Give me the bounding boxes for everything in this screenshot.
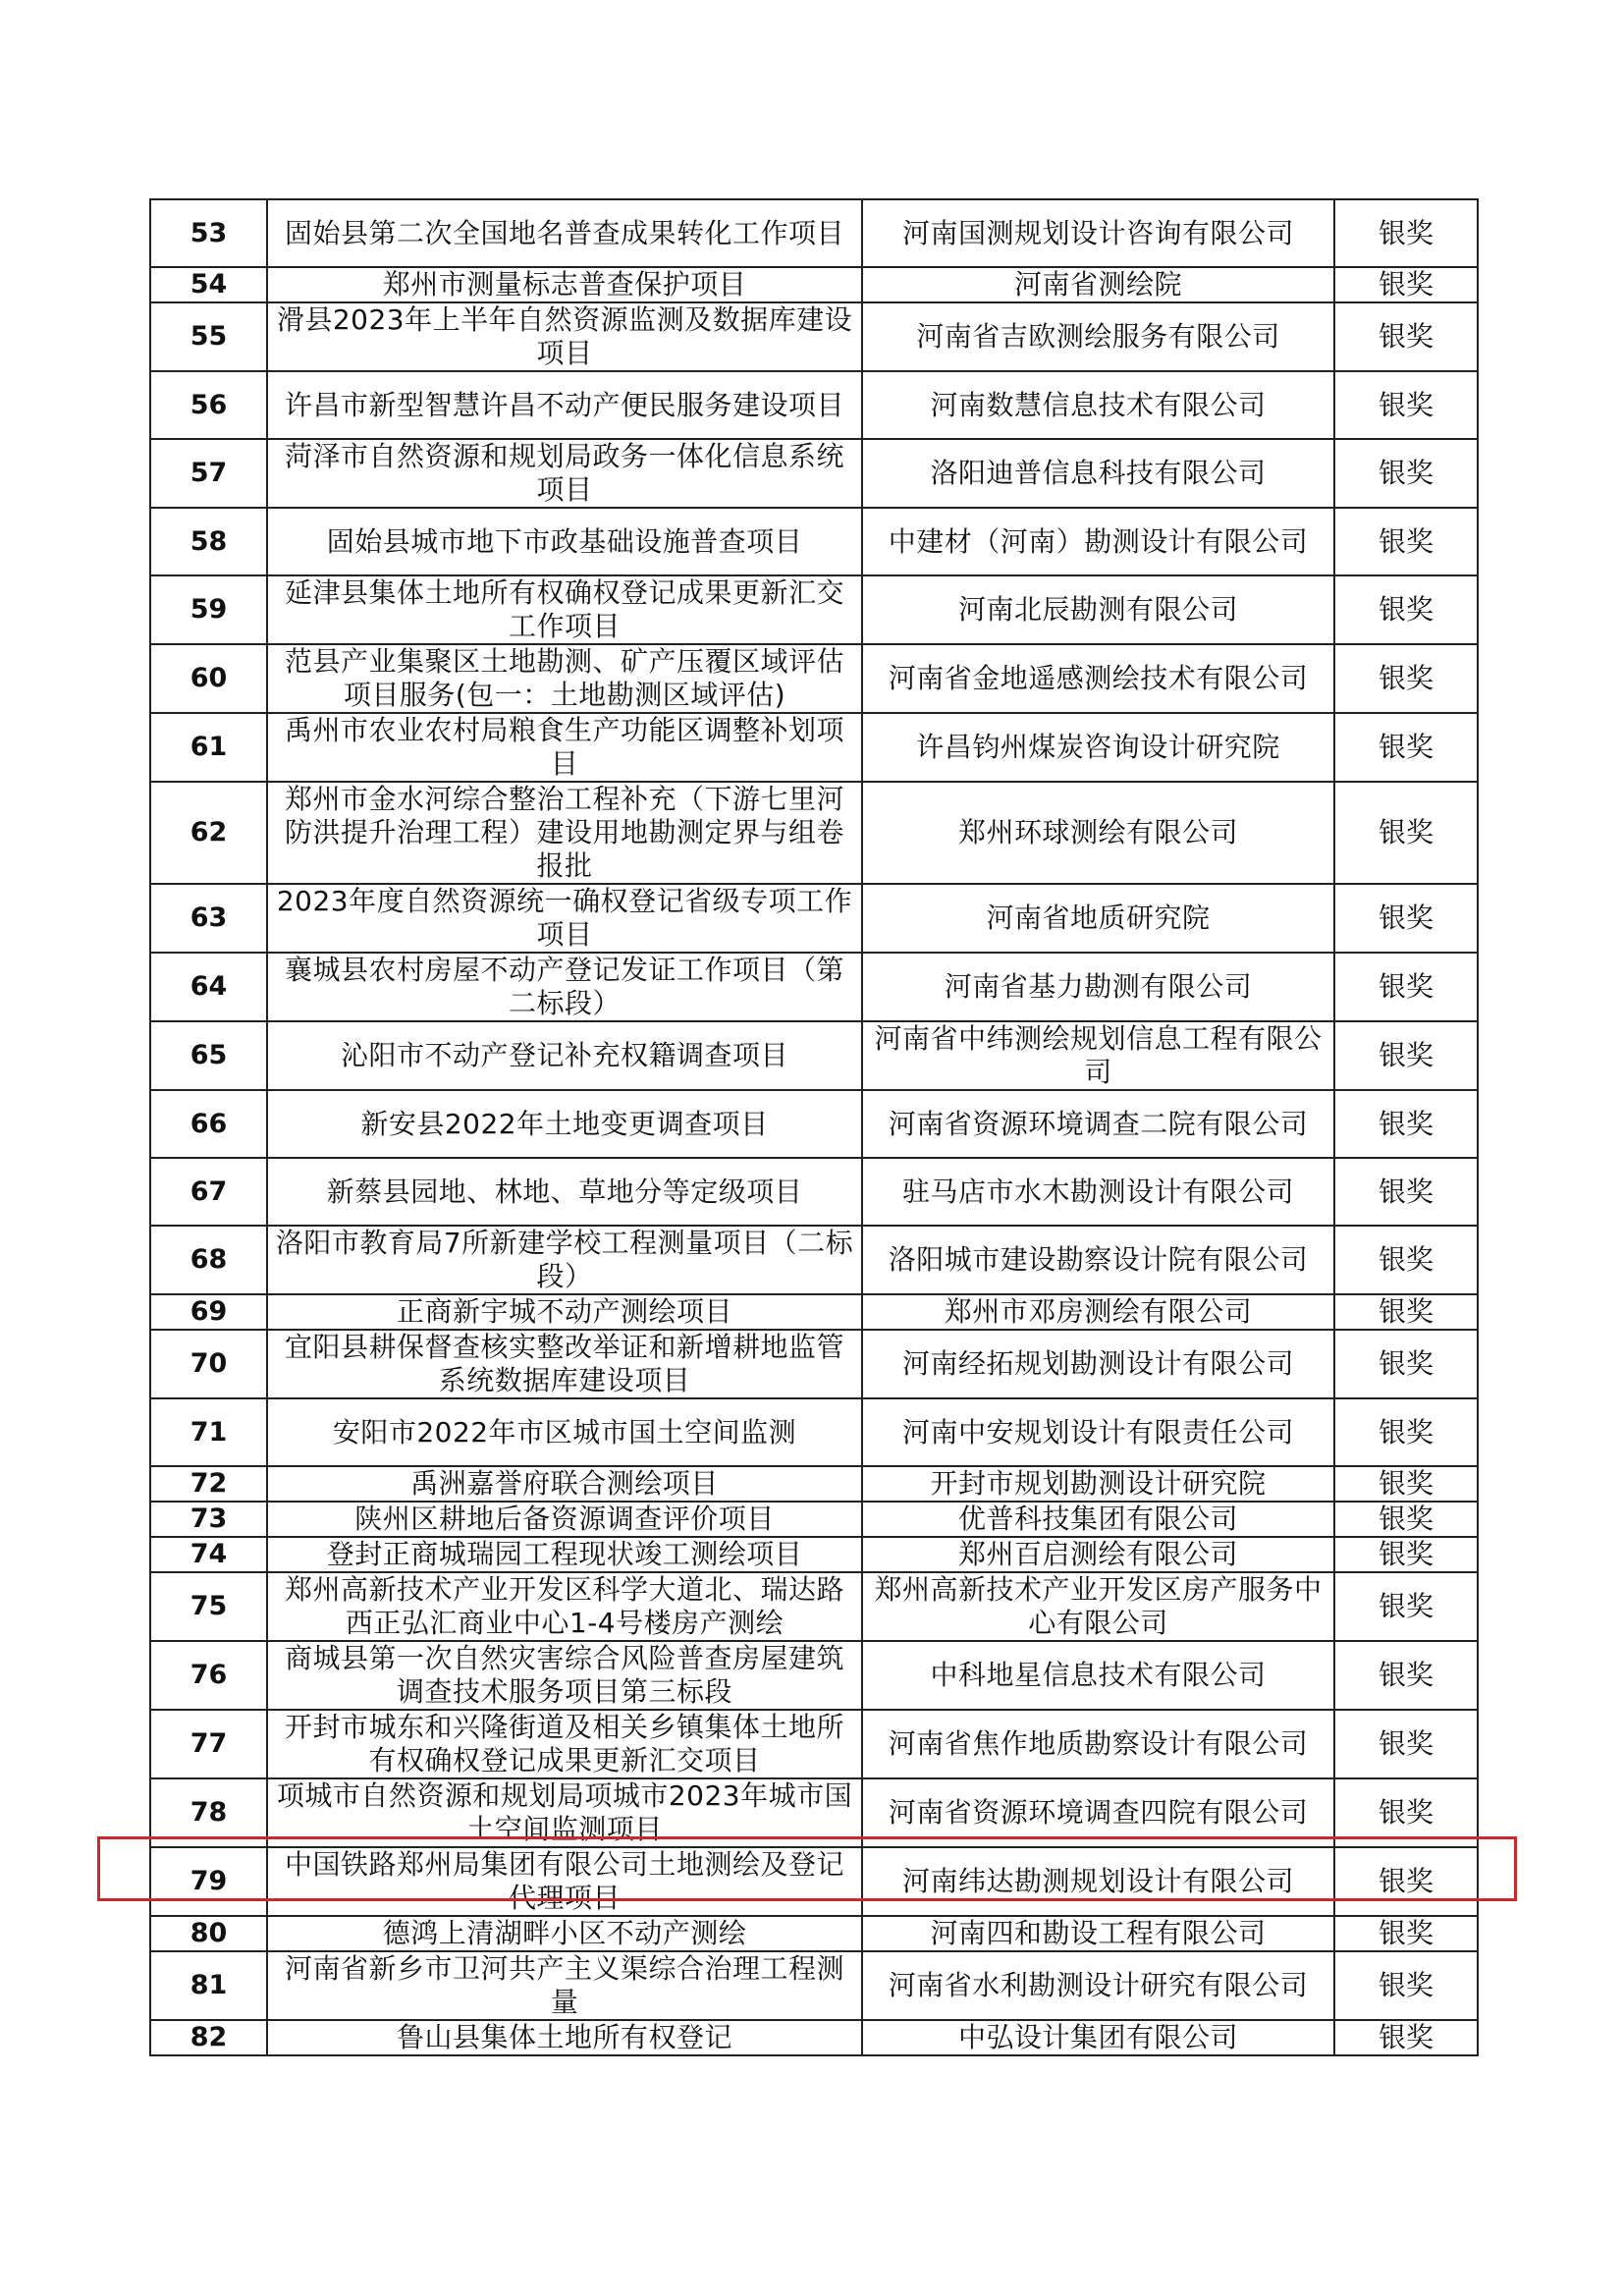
table-row — [150, 1021, 1478, 1090]
row-number: 76 — [150, 1641, 267, 1710]
award-level: 银奖 — [1334, 267, 1478, 302]
project-name: 郑州高新技术产业开发区科学大道北、瑞达路西正弘汇商业中心1-4号楼房产测绘 — [267, 1572, 862, 1641]
organization-name: 河南经拓规划勘测设计有限公司 — [862, 1330, 1334, 1398]
row-number: 82 — [150, 2020, 267, 2055]
project-name: 开封市城东和兴隆街道及相关乡镇集体土地所有权确权登记成果更新汇交项目 — [267, 1710, 862, 1778]
table-row — [150, 2020, 1478, 2055]
organization-name: 中弘设计集团有限公司 — [862, 2020, 1334, 2055]
organization-name: 河南省测绘院 — [862, 267, 1334, 302]
row-number: 62 — [150, 782, 267, 884]
table-row — [150, 508, 1478, 575]
award-level: 银奖 — [1334, 1398, 1478, 1466]
row-number: 61 — [150, 713, 267, 782]
project-name: 河南省新乡市卫河共产主义渠综合治理工程测量 — [267, 1951, 862, 2020]
award-level: 银奖 — [1334, 199, 1478, 267]
organization-name: 郑州百启测绘有限公司 — [862, 1537, 1334, 1572]
organization-name: 河南省金地遥感测绘技术有限公司 — [862, 644, 1334, 713]
table-row — [150, 782, 1478, 884]
row-number: 72 — [150, 1466, 267, 1502]
row-number: 79 — [150, 1847, 267, 1916]
row-number: 68 — [150, 1226, 267, 1294]
award-table — [149, 198, 1479, 2056]
project-name: 正商新宇城不动产测绘项目 — [267, 1294, 862, 1330]
award-level: 银奖 — [1334, 1466, 1478, 1502]
table-row — [150, 644, 1478, 713]
organization-name: 河南省焦作地质勘察设计有限公司 — [862, 1710, 1334, 1778]
organization-name: 河南省水利勘测设计研究有限公司 — [862, 1951, 1334, 2020]
award-level: 银奖 — [1334, 575, 1478, 644]
table-row — [150, 953, 1478, 1021]
award-level: 银奖 — [1334, 1502, 1478, 1537]
organization-name: 河南纬达勘测规划设计有限公司 — [862, 1847, 1334, 1916]
award-level: 银奖 — [1334, 713, 1478, 782]
project-name: 郑州市金水河综合整治工程补充（下游七里河防洪提升治理工程）建设用地勘测定界与组卷报批 — [267, 782, 862, 884]
organization-name: 中建材（河南）勘测设计有限公司 — [862, 508, 1334, 575]
award-level: 银奖 — [1334, 1778, 1478, 1847]
row-number: 69 — [150, 1294, 267, 1330]
row-number: 58 — [150, 508, 267, 575]
row-number: 63 — [150, 884, 267, 953]
award-level: 银奖 — [1334, 644, 1478, 713]
award-level: 银奖 — [1334, 439, 1478, 508]
row-number: 75 — [150, 1572, 267, 1641]
row-number: 81 — [150, 1951, 267, 2020]
row-number: 66 — [150, 1090, 267, 1158]
table-row — [150, 713, 1478, 782]
organization-name: 河南中安规划设计有限责任公司 — [862, 1398, 1334, 1466]
row-number: 80 — [150, 1916, 267, 1951]
organization-name: 开封市规划勘测设计研究院 — [862, 1466, 1334, 1502]
award-level: 银奖 — [1334, 2020, 1478, 2055]
organization-name: 优普科技集团有限公司 — [862, 1502, 1334, 1537]
project-name: 德鸿上清湖畔小区不动产测绘 — [267, 1916, 862, 1951]
table-row — [150, 1502, 1478, 1537]
project-name: 2023年度自然资源统一确权登记省级专项工作项目 — [267, 884, 862, 953]
organization-name: 洛阳迪普信息科技有限公司 — [862, 439, 1334, 508]
table-row — [150, 1294, 1478, 1330]
project-name: 许昌市新型智慧许昌不动产便民服务建设项目 — [267, 371, 862, 439]
row-number: 60 — [150, 644, 267, 713]
award-level: 银奖 — [1334, 782, 1478, 884]
row-number: 65 — [150, 1021, 267, 1090]
table-row — [150, 1778, 1478, 1847]
row-number: 77 — [150, 1710, 267, 1778]
project-name: 固始县第二次全国地名普查成果转化工作项目 — [267, 199, 862, 267]
award-level: 银奖 — [1334, 1710, 1478, 1778]
project-name: 中国铁路郑州局集团有限公司土地测绘及登记代理项目 — [267, 1847, 862, 1916]
project-name: 禹洲嘉誉府联合测绘项目 — [267, 1466, 862, 1502]
organization-name: 河南数慧信息技术有限公司 — [862, 371, 1334, 439]
project-name: 襄城县农村房屋不动产登记发证工作项目（第二标段） — [267, 953, 862, 1021]
organization-name: 河南省吉欧测绘服务有限公司 — [862, 302, 1334, 371]
project-name: 新蔡县园地、林地、草地分等定级项目 — [267, 1158, 862, 1226]
row-number: 59 — [150, 575, 267, 644]
row-number: 71 — [150, 1398, 267, 1466]
project-name: 延津县集体土地所有权确权登记成果更新汇交工作项目 — [267, 575, 862, 644]
row-number: 55 — [150, 302, 267, 371]
table-row — [150, 199, 1478, 267]
project-name: 鲁山县集体土地所有权登记 — [267, 2020, 862, 2055]
row-number: 74 — [150, 1537, 267, 1572]
award-level: 银奖 — [1334, 1226, 1478, 1294]
table-row — [150, 1847, 1478, 1916]
row-number: 73 — [150, 1502, 267, 1537]
organization-name: 中科地星信息技术有限公司 — [862, 1641, 1334, 1710]
table-row — [150, 1951, 1478, 2020]
row-number: 54 — [150, 267, 267, 302]
award-level: 银奖 — [1334, 1158, 1478, 1226]
table-row — [150, 1641, 1478, 1710]
award-level: 银奖 — [1334, 1951, 1478, 2020]
organization-name: 许昌钧州煤炭咨询设计研究院 — [862, 713, 1334, 782]
project-name: 商城县第一次自然灾害综合风险普查房屋建筑调查技术服务项目第三标段 — [267, 1641, 862, 1710]
award-level: 银奖 — [1334, 1330, 1478, 1398]
table-row — [150, 1398, 1478, 1466]
project-name: 安阳市2022年市区城市国土空间监测 — [267, 1398, 862, 1466]
organization-name: 河南省中纬测绘规划信息工程有限公司 — [862, 1021, 1334, 1090]
project-name: 陕州区耕地后备资源调查评价项目 — [267, 1502, 862, 1537]
project-name: 新安县2022年土地变更调查项目 — [267, 1090, 862, 1158]
award-level: 银奖 — [1334, 371, 1478, 439]
table-row — [150, 267, 1478, 302]
organization-name: 河南国测规划设计咨询有限公司 — [862, 199, 1334, 267]
table-row — [150, 884, 1478, 953]
organization-name: 河南省资源环境调查四院有限公司 — [862, 1778, 1334, 1847]
table-row — [150, 371, 1478, 439]
row-number: 67 — [150, 1158, 267, 1226]
table-row — [150, 1158, 1478, 1226]
table-row — [150, 1330, 1478, 1398]
table-row — [150, 439, 1478, 508]
table-row — [150, 575, 1478, 644]
organization-name: 河南省基力勘测有限公司 — [862, 953, 1334, 1021]
organization-name: 郑州环球测绘有限公司 — [862, 782, 1334, 884]
award-level: 银奖 — [1334, 1021, 1478, 1090]
row-number: 57 — [150, 439, 267, 508]
project-name: 固始县城市地下市政基础设施普查项目 — [267, 508, 862, 575]
row-number: 78 — [150, 1778, 267, 1847]
organization-name: 郑州高新技术产业开发区房产服务中心有限公司 — [862, 1572, 1334, 1641]
project-name: 登封正商城瑞园工程现状竣工测绘项目 — [267, 1537, 862, 1572]
organization-name: 洛阳城市建设勘察设计院有限公司 — [862, 1226, 1334, 1294]
award-level: 银奖 — [1334, 1572, 1478, 1641]
award-level: 银奖 — [1334, 1641, 1478, 1710]
award-level: 银奖 — [1334, 1847, 1478, 1916]
table-row — [150, 1226, 1478, 1294]
project-name: 宜阳县耕保督查核实整改举证和新增耕地监管系统数据库建设项目 — [267, 1330, 862, 1398]
project-name: 菏泽市自然资源和规划局政务一体化信息系统项目 — [267, 439, 862, 508]
organization-name: 郑州市邓房测绘有限公司 — [862, 1294, 1334, 1330]
row-number: 56 — [150, 371, 267, 439]
project-name: 范县产业集聚区土地勘测、矿产压覆区域评估项目服务(包一：土地勘测区域评估) — [267, 644, 862, 713]
project-name: 洛阳市教育局7所新建学校工程测量项目（二标段） — [267, 1226, 862, 1294]
award-level: 银奖 — [1334, 1916, 1478, 1951]
table-row — [150, 302, 1478, 371]
award-level: 银奖 — [1334, 302, 1478, 371]
project-name: 禹州市农业农村局粮食生产功能区调整补划项目 — [267, 713, 862, 782]
award-level: 银奖 — [1334, 1537, 1478, 1572]
table-row — [150, 1537, 1478, 1572]
table-row — [150, 1710, 1478, 1778]
row-number: 64 — [150, 953, 267, 1021]
row-number: 70 — [150, 1330, 267, 1398]
organization-name: 河南省地质研究院 — [862, 884, 1334, 953]
award-table-body — [150, 199, 1478, 2055]
table-row — [150, 1572, 1478, 1641]
project-name: 项城市自然资源和规划局项城市2023年城市国土空间监测项目 — [267, 1778, 862, 1847]
award-level: 银奖 — [1334, 884, 1478, 953]
organization-name: 河南北辰勘测有限公司 — [862, 575, 1334, 644]
organization-name: 驻马店市水木勘测设计有限公司 — [862, 1158, 1334, 1226]
award-level: 银奖 — [1334, 1090, 1478, 1158]
table-row — [150, 1466, 1478, 1502]
project-name: 沁阳市不动产登记补充权籍调查项目 — [267, 1021, 862, 1090]
row-number: 53 — [150, 199, 267, 267]
project-name: 郑州市测量标志普查保护项目 — [267, 267, 862, 302]
organization-name: 河南省资源环境调查二院有限公司 — [862, 1090, 1334, 1158]
project-name: 滑县2023年上半年自然资源监测及数据库建设项目 — [267, 302, 862, 371]
award-level: 银奖 — [1334, 953, 1478, 1021]
award-level: 银奖 — [1334, 508, 1478, 575]
table-row — [150, 1090, 1478, 1158]
award-level: 银奖 — [1334, 1294, 1478, 1330]
table-row — [150, 1916, 1478, 1951]
organization-name: 河南四和勘设工程有限公司 — [862, 1916, 1334, 1951]
